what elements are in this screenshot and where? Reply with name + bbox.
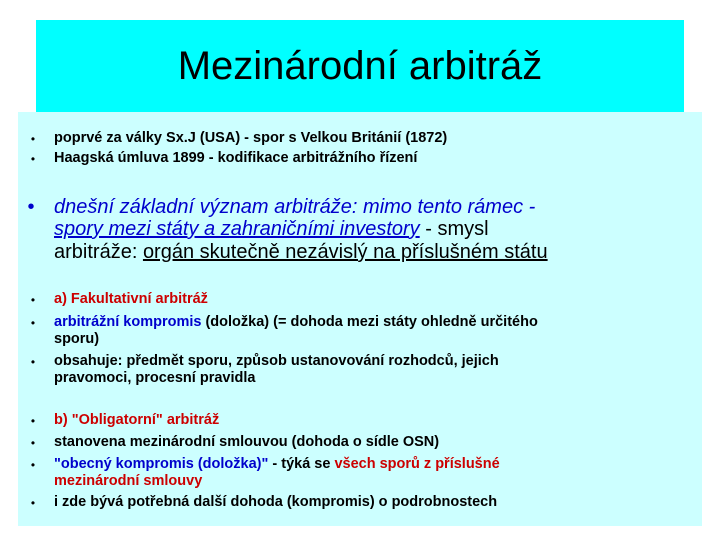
bullet: • xyxy=(30,436,36,450)
obsahuje-line-1: obsahuje: předmět sporu, způsob ustanovování rozhodců, jejich xyxy=(54,353,499,369)
bullet: • xyxy=(27,196,35,218)
main-line-3 xyxy=(54,241,548,263)
main-independent-text: orgán skutečně nezávislý na příslušném státu xyxy=(142,241,548,263)
bullet: • xyxy=(30,152,36,166)
kompromis-term: arbitrážní kompromis xyxy=(54,314,202,330)
main-line-1: dnešní základní význam arbitráže: mimo tento rámec - xyxy=(54,196,536,218)
kompromis-cont: sporu) xyxy=(54,331,100,347)
obecny-red-cont: mezinárodní smlouvy xyxy=(54,473,203,489)
bullet: • xyxy=(30,355,36,369)
kompromis-rest: (doložka) (= dohoda mezi státy ohledně určitého xyxy=(201,314,538,330)
content-box xyxy=(18,112,702,526)
obecny-term: "obecný kompromis (doložka)" xyxy=(54,456,269,472)
obecny-line xyxy=(54,456,500,473)
fakultativni-label: a) Fakultativní arbitráž xyxy=(54,291,208,307)
bullet: • xyxy=(30,458,36,472)
izde-line: i zde bývá potřebná další dohoda (kompromis) o podrobnostech xyxy=(54,494,498,510)
bullet: • xyxy=(30,496,36,510)
history-line-2: Haagská úmluva 1899 - kodifikace arbitrážního řízení xyxy=(54,150,418,166)
main-line-2-rest: - smysl xyxy=(419,218,489,240)
main-investors-text: spory mezi státy a zahraničními investory xyxy=(54,218,420,240)
obligatorni-label: b) "Obligatorní" arbitráž xyxy=(54,412,220,428)
history-line-1: poprvé za války Sx.J (USA) - spor s Velkou Británií (1872) xyxy=(54,130,448,146)
obsahuje-line-2: pravomoci, procesní pravidla xyxy=(54,370,256,386)
main-line-3-plain: arbitráže: xyxy=(54,241,143,263)
stanovena-line: stanovena mezinárodní smlouvou (dohoda o sídle OSN) xyxy=(54,434,440,450)
obecny-red: všech sporů z příslušné xyxy=(334,456,500,472)
bullet: • xyxy=(30,316,36,330)
main-line-2 xyxy=(54,218,489,240)
slide-title: Mezinárodní arbitráž xyxy=(177,43,543,88)
obecny-mid: - týká se xyxy=(268,456,335,472)
bullet: • xyxy=(30,293,36,307)
bullet: • xyxy=(30,132,36,146)
bullet: • xyxy=(30,414,36,428)
title-box xyxy=(36,20,684,112)
kompromis-line xyxy=(54,314,538,331)
